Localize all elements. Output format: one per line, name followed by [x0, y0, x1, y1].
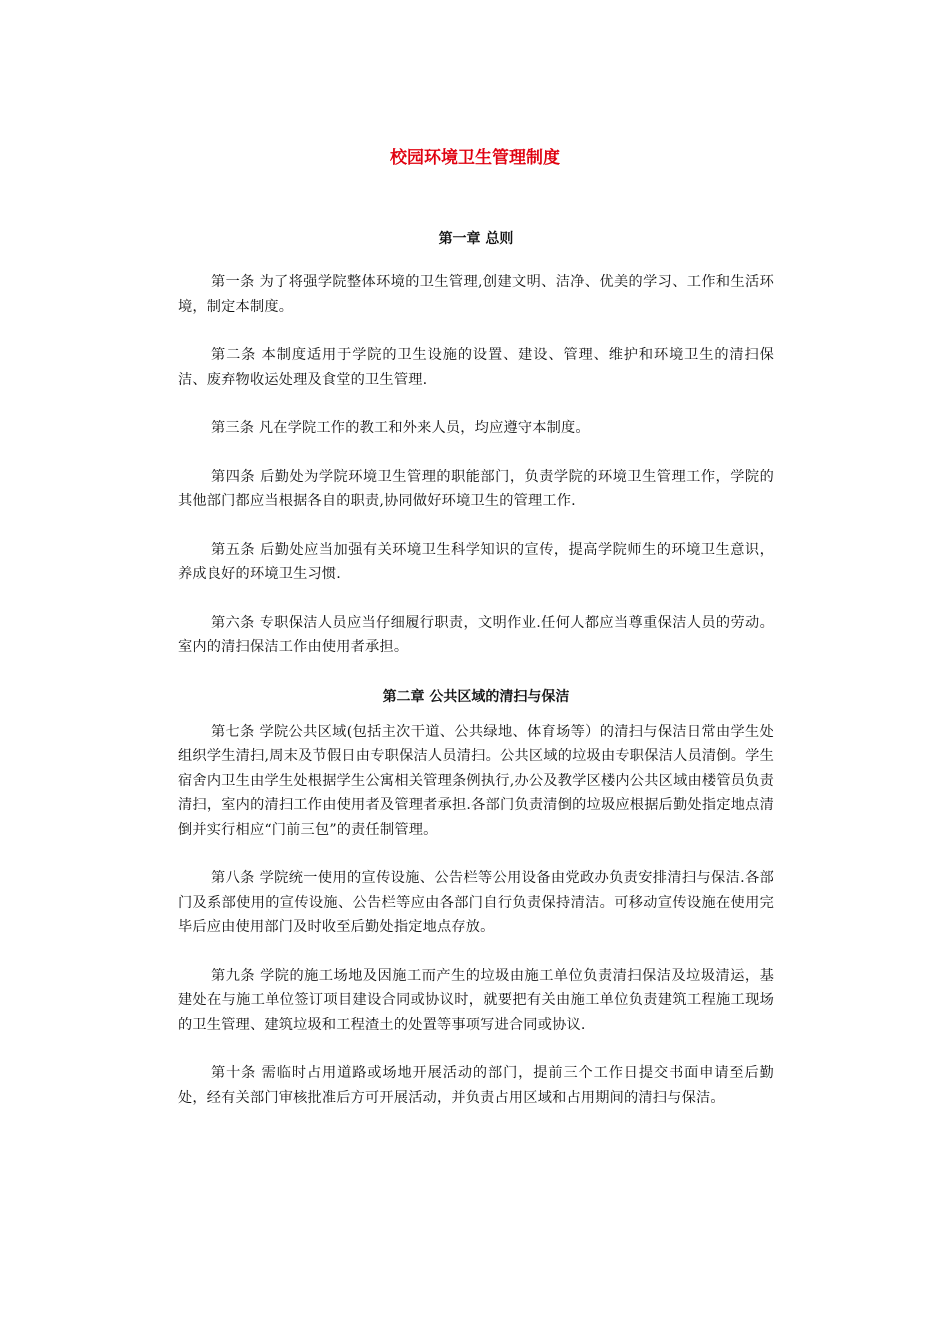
- chapter-heading: 第二章 公共区域的清扫与保洁: [382, 688, 570, 705]
- chapter-heading: 第一章 总则: [438, 231, 514, 247]
- article-2: 第二条 本制度适用于学院的卫生设施的设置、建设、管理、维护和环境卫生的清扫保洁、废弃物收运处理及食堂的卫生管理.: [178, 347, 774, 388]
- article-1: 第一条 为了将强学院整体环境的卫生管理,创建文明、洁净、优美的学习、工作和生活环境，制定本制度。: [178, 274, 774, 315]
- article-10: 第十条 需临时占用道路或场地开展活动的部门，提前三个工作日提交书面申请至后勤处，经有关部门审核批准后方可开展活动，并负责占用区域和占用期间的清扫与保洁。: [178, 1065, 774, 1106]
- article-7: 第七条 学院公共区域(包括主次干道、公共绿地、体育场等）的清扫与保洁日常由学生处组织学生清扫,周末及节假日由专职保洁人员清扫。公共区域的垃圾由专职保洁人员清倒。学生宿舍内卫生由学生处根据学生公寓相关管理条例执行,办公及教学区楼内公共区域由楼管员负责清扫，室内的清扫工作由使用者及管理者承担.各部门负责清倒的垃圾应根据后勤处指定地点清倒并实行相应“门前三包”的责任制管理。: [178, 723, 774, 838]
- article-6: 第六条 专职保洁人员应当仔细履行职责，文明作业.任何人都应当尊重保洁人员的劳动。室内的清扫保洁工作由使用者承担。: [178, 614, 774, 655]
- article-5: 第五条 后勤处应当加强有关环境卫生科学知识的宣传，提高学院师生的环境卫生意识，养成良好的环境卫生习惯.: [178, 541, 774, 582]
- article-9: 第九条 学院的施工场地及因施工而产生的垃圾由施工单位负责清扫保洁及垃圾清运，基建处在与施工单位签订项目建设合同或协议时，就要把有关由施工单位负责建筑工程施工现场的卫生管理、建筑垃圾和工程渣土的处置等事项写进合同或协议.: [178, 967, 774, 1033]
- article-4: 第四条 后勤处为学院环境卫生管理的职能部门，负责学院的环境卫生管理工作，学院的其他部门都应当根据各自的职责,协同做好环境卫生的管理工作.: [178, 468, 774, 509]
- document-title: 校园环境卫生管理制度: [390, 148, 560, 168]
- article-3: 第三条 凡在学院工作的教工和外来人员，均应遵守本制度。: [211, 420, 590, 436]
- article-8: 第八条 学院统一使用的宣传设施、公告栏等公用设备由党政办负责安排清扫与保洁.各部门及系部使用的宣传设施、公告栏等应由各部门自行负责保持清洁。可移动宣传设施在使用完毕后应由使用部门及时收至后勤处指定地点存放。: [178, 870, 774, 935]
- document-body: [178, 226, 774, 1134]
